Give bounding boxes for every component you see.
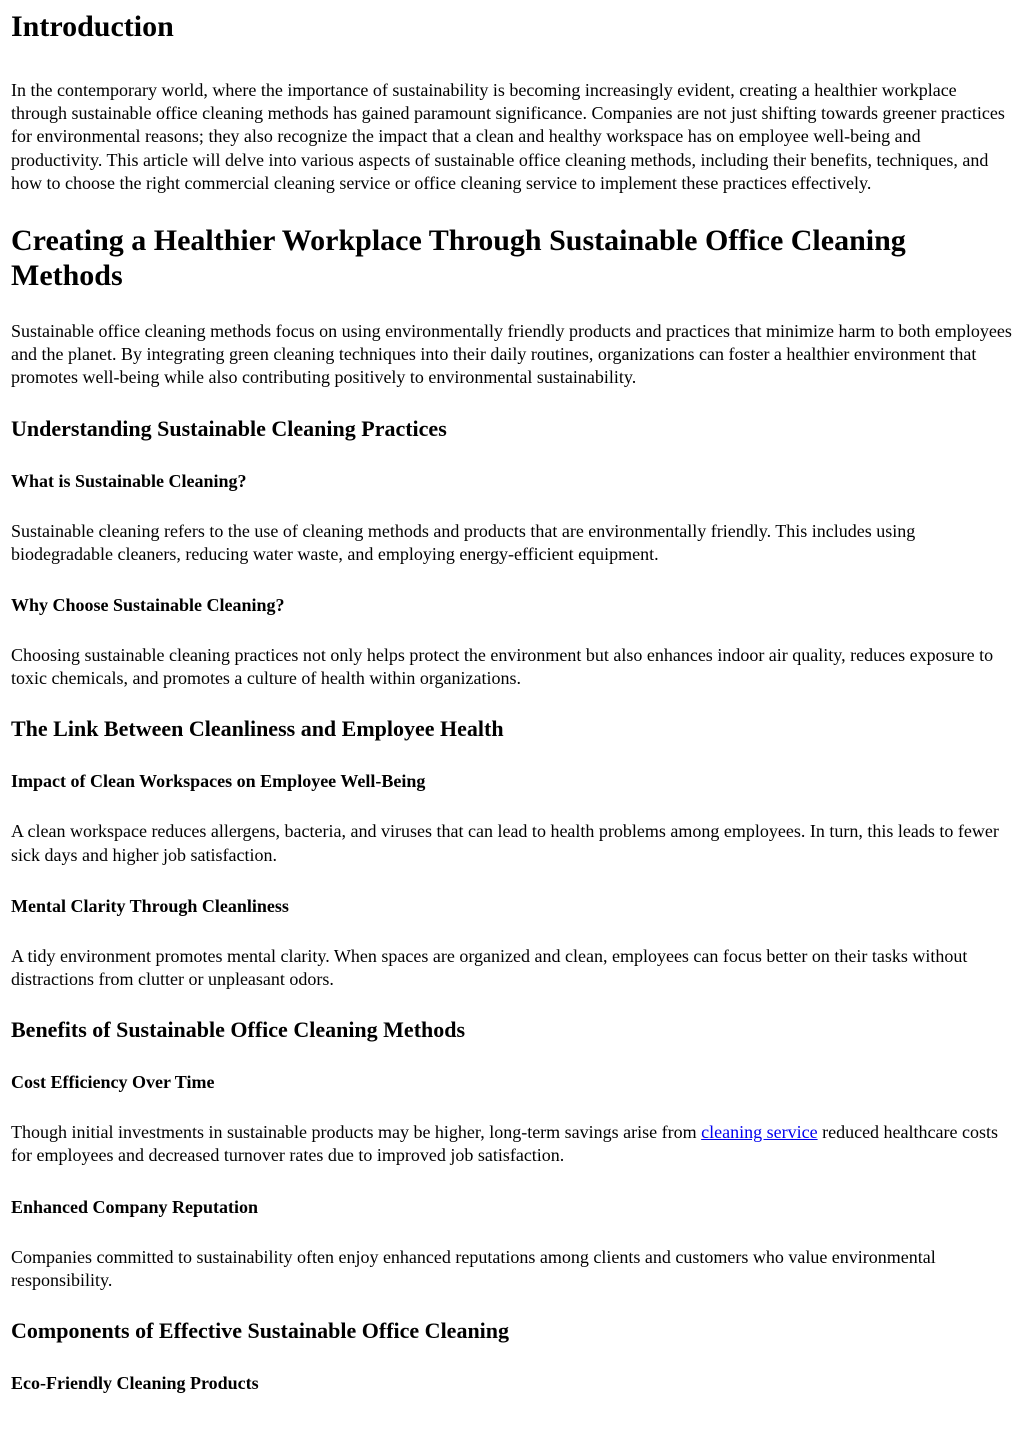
impact-heading: Impact of Clean Workspaces on Employee Well-Being (11, 771, 426, 792)
why-choose-text: Choosing sustainable cleaning practices not only helps protect the environment but also enhances indoor air quality, reduces exposure to toxic chemicals, and promotes a culture of health within organizations. (11, 645, 994, 689)
main-title: Creating a Healthier Workplace Through Sustainable Office Cleaning Methods (11, 224, 906, 293)
cost-efficiency-text (11, 1121, 1013, 1167)
what-is-sustainable-cleaning-text: Sustainable cleaning refers to the use of cleaning methods and products that are environmentally friendly. This includes using biodegradable cleaners, reducing water waste, and employing energy-efficient equipment. (11, 520, 916, 564)
reputation-heading: Enhanced Company Reputation (11, 1196, 259, 1217)
introduction-heading: Introduction (11, 10, 174, 43)
mental-clarity-heading: Mental Clarity Through Cleanliness (11, 895, 289, 916)
impact-text: A clean workspace reduces allergens, bacteria, and viruses that can lead to health problems among employees. In turn, this leads to fewer sick days and higher job satisfaction. (11, 821, 999, 865)
components-heading: Components of Effective Sustainable Office Cleaning (11, 1318, 510, 1344)
cost-efficiency-heading: Cost Efficiency Over Time (11, 1072, 215, 1093)
cost-efficiency-text-after: reduced healthcare costs for employees and decreased turnover rates due to improved job satisfaction. (11, 1122, 998, 1166)
benefits-heading: Benefits of Sustainable Office Cleaning Methods (11, 1017, 466, 1043)
mental-clarity-text: A tidy environment promotes mental clarity. When spaces are organized and clean, employees can focus better on their tasks without distractions from clutter or unpleasant odors. (11, 945, 968, 990)
understanding-heading: Understanding Sustainable Cleaning Practices (11, 415, 447, 441)
introduction-paragraph: In the contemporary world, where the importance of sustainability is becoming increasingly evident, creating a healthier workplace through sustainable office cleaning methods has gained paramount significance. Companies are not just shifting towards greener practices for environmental reasons; they also recognize the impact that a clean and healthy workspace has on employee well-being and productivity. This article will delve into various aspects of sustainable office cleaning methods, including their benefits, techniques, and how to choose the right commercial cleaning service or office cleaning service to implement these practices effectively. (11, 80, 1005, 193)
what-is-sustainable-cleaning-heading: What is Sustainable Cleaning? (11, 470, 247, 491)
reputation-text: Companies committed to sustainability often enjoy enhanced reputations among clients and customers who value environmental responsibility. (11, 1246, 936, 1290)
cost-efficiency-text-before: Though initial investments in sustainable products may be higher, long-term savings arise from (11, 1122, 702, 1143)
why-choose-heading: Why Choose Sustainable Cleaning? (11, 595, 285, 616)
eco-friendly-products-heading: Eco-Friendly Cleaning Products (11, 1373, 259, 1394)
main-paragraph: Sustainable office cleaning methods focus on using environmentally friendly products and practices that minimize harm to both employees and the planet. By integrating green cleaning techniques into their daily routines, organizations can foster a healthier environment that promotes well-being while also contributing positively to environmental sustainability. (11, 321, 1012, 388)
cleaning-service-link[interactable]: cleaning service (701, 1122, 818, 1143)
link-health-heading: The Link Between Cleanliness and Employee Health (11, 716, 504, 742)
